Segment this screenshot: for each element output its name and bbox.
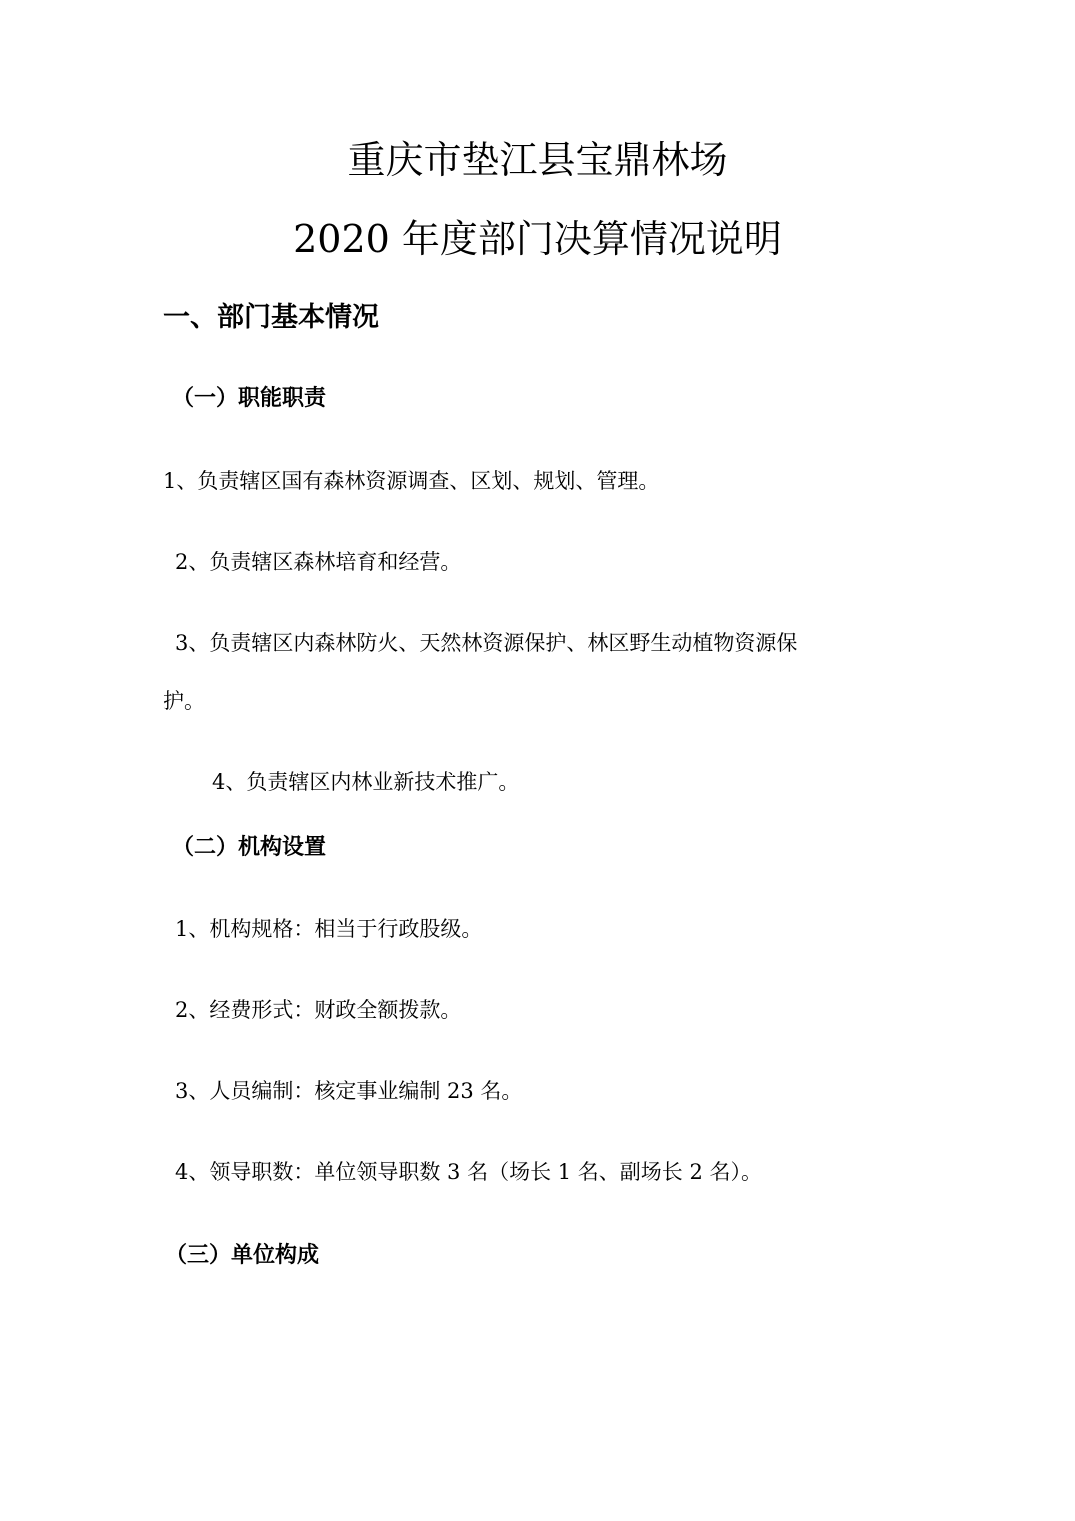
- paragraph-function-1: 1、负责辖区国有森林资源调查、区划、规划、管理。: [163, 469, 660, 493]
- paragraph-function-3-continued: 护。: [163, 689, 205, 713]
- subsection-heading-composition: （三）单位构成: [165, 1242, 320, 1268]
- paragraph-function-2: 2、负责辖区森林培育和经营。: [175, 550, 462, 574]
- paragraph-org-4: 4、领导职数：单位领导职数 3 名（场长 1 名、副场长 2 名）。: [175, 1160, 762, 1184]
- paragraph-function-4: 4、负责辖区内林业新技术推广。: [212, 770, 520, 794]
- paragraph-org-2: 2、经费形式：财政全额拨款。: [175, 998, 462, 1022]
- paragraph-function-3: 3、负责辖区内森林防火、天然林资源保护、林区野生动植物资源保: [175, 631, 798, 655]
- paragraph-org-3: 3、人员编制：核定事业编制 23 名。: [175, 1079, 523, 1103]
- subsection-heading-functions: （一）职能职责: [172, 385, 327, 411]
- paragraph-org-1: 1、机构规格：相当于行政股级。: [175, 917, 483, 941]
- section-heading-basic-info: 一、部门基本情况: [163, 302, 379, 333]
- document-title-line1: 重庆市垫江县宝鼎林场: [347, 138, 728, 182]
- subsection-heading-organization: （二）机构设置: [172, 834, 327, 860]
- document-title-line2: 2020 年度部门决算情况说明: [293, 217, 782, 261]
